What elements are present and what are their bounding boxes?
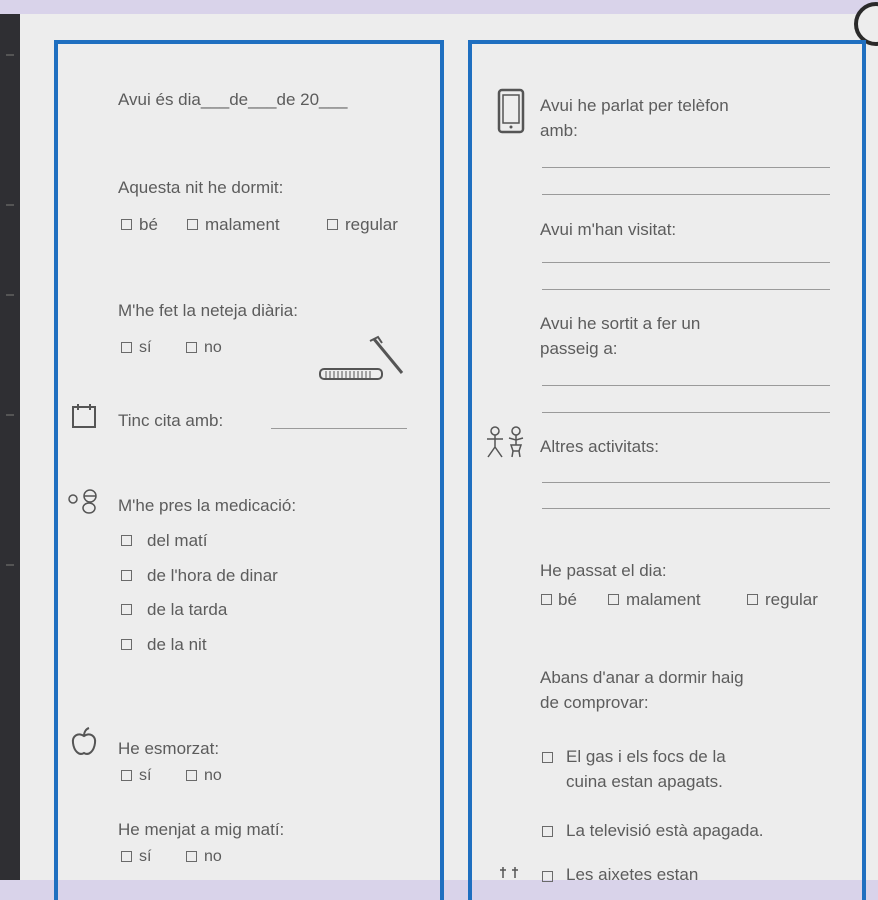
medication-night-checkbox[interactable]	[121, 639, 132, 650]
phone-icon	[496, 88, 526, 136]
activities-heading: Altres activitats:	[540, 437, 660, 456]
midmorning-yes-checkbox[interactable]	[121, 851, 132, 862]
visited-blank-line	[542, 262, 830, 263]
day-heading: He passat el dia:	[540, 561, 667, 580]
strip-mark	[6, 564, 14, 566]
hygiene-heading: M'he fet la neteja diària:	[118, 301, 298, 320]
medication-lunch-label: de l'hora de dinar	[147, 566, 278, 585]
sleep-bad-label: malament	[205, 215, 280, 234]
strip-mark	[6, 204, 14, 206]
walk-heading-line1: Avui he sortit a fer un	[540, 314, 701, 333]
faucet-icon	[498, 864, 526, 880]
midmorning-no-checkbox[interactable]	[186, 851, 197, 862]
left-checklist-panel	[54, 40, 444, 900]
gas-off-checkbox[interactable]	[542, 752, 553, 763]
walk-heading-line2: passeig a:	[540, 339, 618, 358]
medication-morning-label: del matí	[147, 531, 208, 550]
bedtime-check-heading-line2: de comprovar:	[540, 693, 649, 712]
sleep-well-label: bé	[139, 215, 158, 234]
day-regular-label: regular	[765, 590, 818, 609]
appointment-label: Tinc cita amb:	[118, 411, 224, 430]
date-line: Avui és dia___de___de 20___	[118, 90, 348, 109]
medication-afternoon-checkbox[interactable]	[121, 604, 132, 615]
hygiene-no-checkbox[interactable]	[186, 342, 197, 353]
taps-closed-checkbox[interactable]	[542, 871, 553, 882]
hygiene-yes-checkbox[interactable]	[121, 342, 132, 353]
taps-closed-label: Les aixetes estan	[566, 865, 699, 884]
people-icon	[484, 425, 528, 459]
appointment-blank-line	[271, 428, 407, 429]
day-regular-checkbox[interactable]	[747, 594, 758, 605]
midmorning-heading: He menjat a mig matí:	[118, 820, 285, 839]
breakfast-no-label: no	[204, 767, 222, 784]
sleep-regular-checkbox[interactable]	[327, 219, 338, 230]
visited-heading: Avui m'han visitat:	[540, 220, 677, 239]
medication-morning-checkbox[interactable]	[121, 535, 132, 546]
strip-mark	[6, 414, 14, 416]
calendar-icon	[71, 403, 97, 429]
sleep-well-checkbox[interactable]	[121, 219, 132, 230]
bedtime-check-heading-line1: Abans d'anar a dormir haig	[540, 668, 744, 687]
day-well-checkbox[interactable]	[541, 594, 552, 605]
apple-icon	[70, 727, 98, 757]
medication-heading: M'he pres la medicació:	[118, 496, 297, 515]
medication-lunch-checkbox[interactable]	[121, 570, 132, 581]
hygiene-yes-label: sí	[139, 339, 152, 356]
strip-mark	[6, 54, 14, 56]
pills-icon	[67, 489, 101, 515]
midmorning-no-label: no	[204, 848, 222, 865]
tv-off-checkbox[interactable]	[542, 826, 553, 837]
phone-blank-line	[542, 194, 830, 195]
slept-heading: Aquesta nit he dormit:	[118, 178, 284, 197]
visited-blank-line	[542, 289, 830, 290]
background-window-strip	[0, 14, 20, 880]
sleep-regular-label: regular	[345, 215, 398, 234]
walk-blank-line	[542, 412, 830, 413]
breakfast-no-checkbox[interactable]	[186, 770, 197, 781]
day-bad-checkbox[interactable]	[608, 594, 619, 605]
walk-blank-line	[542, 385, 830, 386]
gas-off-label-line1: El gas i els focs de la	[566, 747, 726, 766]
day-bad-label: malament	[626, 590, 701, 609]
phone-blank-line	[542, 167, 830, 168]
activities-blank-line	[542, 482, 830, 483]
phone-heading-line1: Avui he parlat per telèfon	[540, 96, 729, 115]
comb-brush-icon	[316, 333, 408, 383]
breakfast-yes-checkbox[interactable]	[121, 770, 132, 781]
day-well-label: bé	[558, 590, 577, 609]
strip-mark	[6, 294, 14, 296]
phone-heading-line2: amb:	[540, 121, 578, 140]
tv-off-label: La televisió està apagada.	[566, 821, 764, 840]
midmorning-yes-label: sí	[139, 848, 152, 865]
hygiene-no-label: no	[204, 339, 222, 356]
breakfast-yes-label: sí	[139, 767, 152, 784]
medication-night-label: de la nit	[147, 635, 207, 654]
sleep-bad-checkbox[interactable]	[187, 219, 198, 230]
gas-off-label-line2: cuina estan apagats.	[566, 772, 723, 791]
medication-afternoon-label: de la tarda	[147, 600, 228, 619]
activities-blank-line	[542, 508, 830, 509]
breakfast-heading: He esmorzat:	[118, 739, 220, 758]
